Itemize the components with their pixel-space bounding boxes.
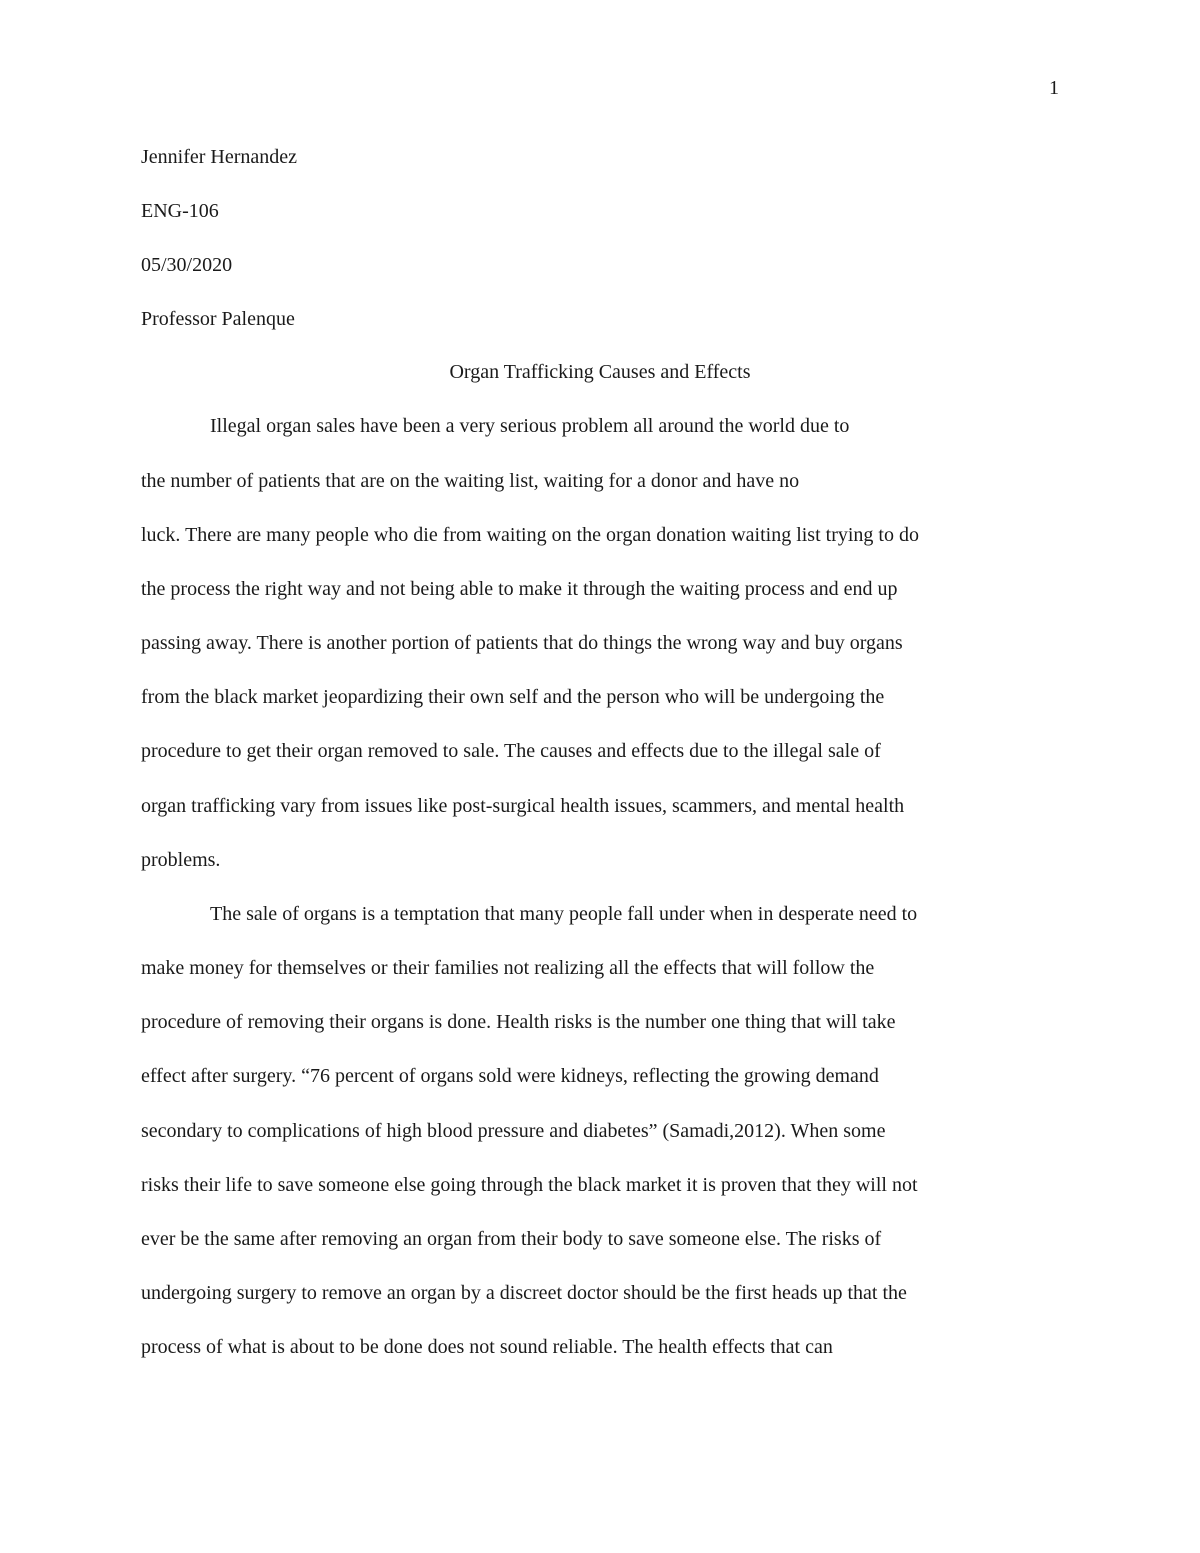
paragraph-line: The sale of organs is a temptation that many people fall under when in desperate need to xyxy=(210,903,918,925)
paragraph-line: the number of patients that are on the waiting list, waiting for a donor and have no xyxy=(141,470,800,492)
author-name: Jennifer Hernandez xyxy=(141,146,298,168)
course-code: ENG-106 xyxy=(141,200,219,222)
paragraph-line: problems. xyxy=(141,849,221,871)
paragraph-line: ever be the same after removing an organ from their body to save someone else. The risks of xyxy=(141,1228,882,1250)
submission-date: 05/30/2020 xyxy=(141,254,233,276)
paragraph-line: process of what is about to be done does not sound reliable. The health effects that can xyxy=(141,1336,833,1358)
page-number: 1 xyxy=(1049,77,1059,99)
paragraph-line: luck. There are many people who die from waiting on the organ donation waiting list trying to do xyxy=(141,524,919,546)
essay-title: Organ Trafficking Causes and Effects xyxy=(449,361,751,383)
paragraph-line: make money for themselves or their families not realizing all the effects that will follow the xyxy=(141,957,875,979)
professor-name: Professor Palenque xyxy=(141,308,295,330)
paragraph-line: risks their life to save someone else going through the black market it is proven that they will not xyxy=(141,1174,918,1196)
paragraph-line: undergoing surgery to remove an organ by a discreet doctor should be the first heads up that the xyxy=(141,1282,907,1304)
paragraph-line: secondary to complications of high blood pressure and diabetes” (Samadi,2012). When some xyxy=(141,1120,886,1142)
paragraph-line: Illegal organ sales have been a very serious problem all around the world due to xyxy=(210,415,850,437)
paragraph-line: procedure of removing their organs is done. Health risks is the number one thing that will take xyxy=(141,1011,896,1033)
paragraph-line: passing away. There is another portion of patients that do things the wrong way and buy organs xyxy=(141,632,903,654)
paragraph-line: the process the right way and not being able to make it through the waiting process and end up xyxy=(141,578,898,600)
paragraph-line: procedure to get their organ removed to sale. The causes and effects due to the illegal sale of xyxy=(141,740,881,762)
paragraph-line: from the black market jeopardizing their own self and the person who will be undergoing the xyxy=(141,686,885,708)
paragraph-line: effect after surgery. “76 percent of organs sold were kidneys, reflecting the growing demand xyxy=(141,1065,879,1087)
paragraph-line: organ trafficking vary from issues like post-surgical health issues, scammers, and mental health xyxy=(141,795,905,817)
